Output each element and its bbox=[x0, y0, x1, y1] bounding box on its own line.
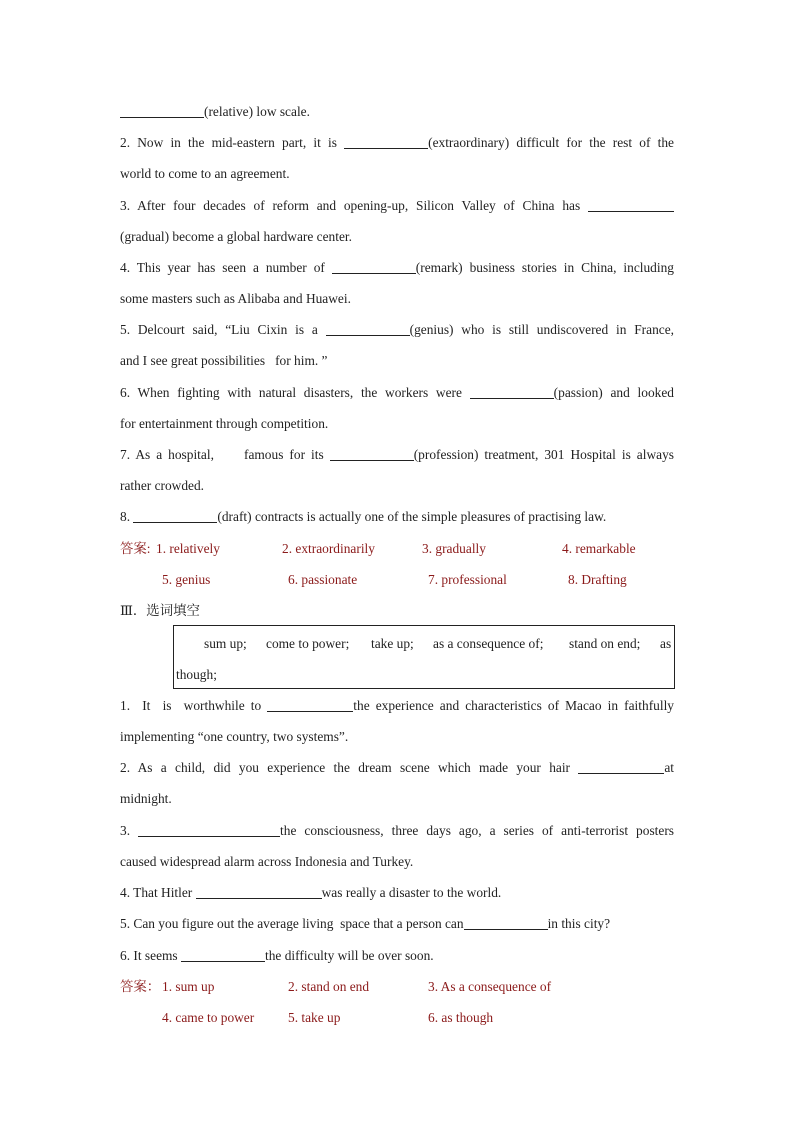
question-8: 8. (draft) contracts is actually one of the simple pleasures of practising law. bbox=[120, 509, 607, 524]
p3-question-1: 1. It is worthwhile to the experience and characteristics of Macao in faithfully bbox=[120, 698, 674, 713]
p3-question-1-cont: implementing “one country, two systems”. bbox=[120, 729, 349, 744]
answer-5: 5. take up bbox=[288, 1010, 341, 1025]
answer-blank bbox=[588, 197, 674, 212]
question-7: 7. As a hospital, famous for its (profession) treatment, 301 Hospital is always bbox=[120, 447, 674, 462]
answer-6: 6. as though bbox=[428, 1010, 494, 1025]
p3-question-2-cont: midnight. bbox=[120, 791, 172, 806]
question-3: 3. After four decades of reform and opening-up, Silicon Valley of China has bbox=[120, 196, 674, 216]
answer-2: 2. extraordinarily bbox=[282, 541, 375, 556]
answer-7: 7. professional bbox=[428, 572, 507, 587]
answer-blank bbox=[578, 759, 664, 774]
answer-blank bbox=[267, 697, 353, 712]
question-3-cont: (gradual) become a global hardware center. bbox=[120, 229, 352, 244]
word-bank-item: sum up; bbox=[204, 636, 247, 651]
question-2-cont: world to come to an agreement. bbox=[120, 166, 290, 181]
answer-4: 4. remarkable bbox=[562, 541, 636, 556]
answer-1: 1. sum up bbox=[162, 979, 215, 994]
answer-blank bbox=[138, 822, 280, 837]
answer-3: 3. gradually bbox=[422, 541, 486, 556]
question-5: 5. Delcourt said, “Liu Cixin is a (genius) who is still undiscovered in France, bbox=[120, 322, 674, 337]
word-bank-item: though; bbox=[176, 667, 217, 682]
question-4-cont: some masters such as Alibaba and Huawei. bbox=[120, 291, 351, 306]
answer-5: 5. genius bbox=[162, 572, 211, 587]
answer-blank bbox=[120, 103, 204, 118]
answer-label: 答案: bbox=[120, 541, 151, 556]
p3-question-3: 3. the consciousness, three days ago, a series of anti-terrorist posters bbox=[120, 823, 674, 838]
question-6: 6. When fighting with natural disasters, the workers were (passion) and looked bbox=[120, 385, 674, 400]
word-bank-item: as a consequence of; bbox=[433, 636, 544, 651]
answer-blank bbox=[196, 884, 322, 899]
answer-blank bbox=[464, 915, 548, 930]
question-5-cont: and I see great possibilities for him. ” bbox=[120, 353, 328, 368]
answer-blank bbox=[330, 446, 414, 461]
p3-question-4: 4. That Hitler was really a disaster to the world. bbox=[120, 885, 502, 900]
word-bank-item: as bbox=[660, 636, 672, 651]
answer-label: 答案： bbox=[120, 979, 161, 994]
answer-2: 2. stand on end bbox=[288, 979, 370, 994]
word-bank-item: take up; bbox=[371, 636, 414, 651]
answer-3: 3. As a consequence of bbox=[428, 979, 552, 994]
question-7-cont: rather crowded. bbox=[120, 478, 205, 493]
answer-blank bbox=[332, 259, 416, 274]
answer-blank bbox=[470, 384, 554, 399]
word-bank-item: stand on end; bbox=[569, 636, 641, 651]
section-heading: Ⅲ．选词填空 bbox=[120, 603, 200, 618]
answer-6: 6. passionate bbox=[288, 572, 358, 587]
question-4: 4. This year has seen a number of (remark) business stories in China, including bbox=[120, 260, 674, 275]
p3-question-6: 6. It seems the difficulty will be over soon. bbox=[120, 948, 434, 963]
p3-question-3-cont: caused widespread alarm across Indonesia and Turkey. bbox=[120, 854, 414, 869]
q1-continuation: (relative) low scale. bbox=[120, 102, 674, 122]
p3-question-5: 5. Can you figure out the average living space that a person can in this city? bbox=[120, 916, 611, 931]
answer-blank bbox=[344, 134, 428, 149]
answer-blank bbox=[326, 321, 410, 336]
question-6-cont: for entertainment through competition. bbox=[120, 416, 329, 431]
p3-question-2: 2. As a child, did you experience the dream scene which made your hair at bbox=[120, 760, 674, 775]
answer-blank bbox=[181, 947, 265, 962]
answer-blank bbox=[133, 508, 217, 523]
question-2: 2. Now in the mid-eastern part, it is (extraordinary) difficult for the rest of the bbox=[120, 135, 674, 150]
answer-4: 4. came to power bbox=[162, 1010, 255, 1025]
answer-1: 1. relatively bbox=[156, 541, 220, 556]
word-bank bbox=[173, 625, 675, 689]
word-bank-item: come to power; bbox=[266, 636, 350, 651]
answer-8: 8. Drafting bbox=[568, 572, 627, 587]
